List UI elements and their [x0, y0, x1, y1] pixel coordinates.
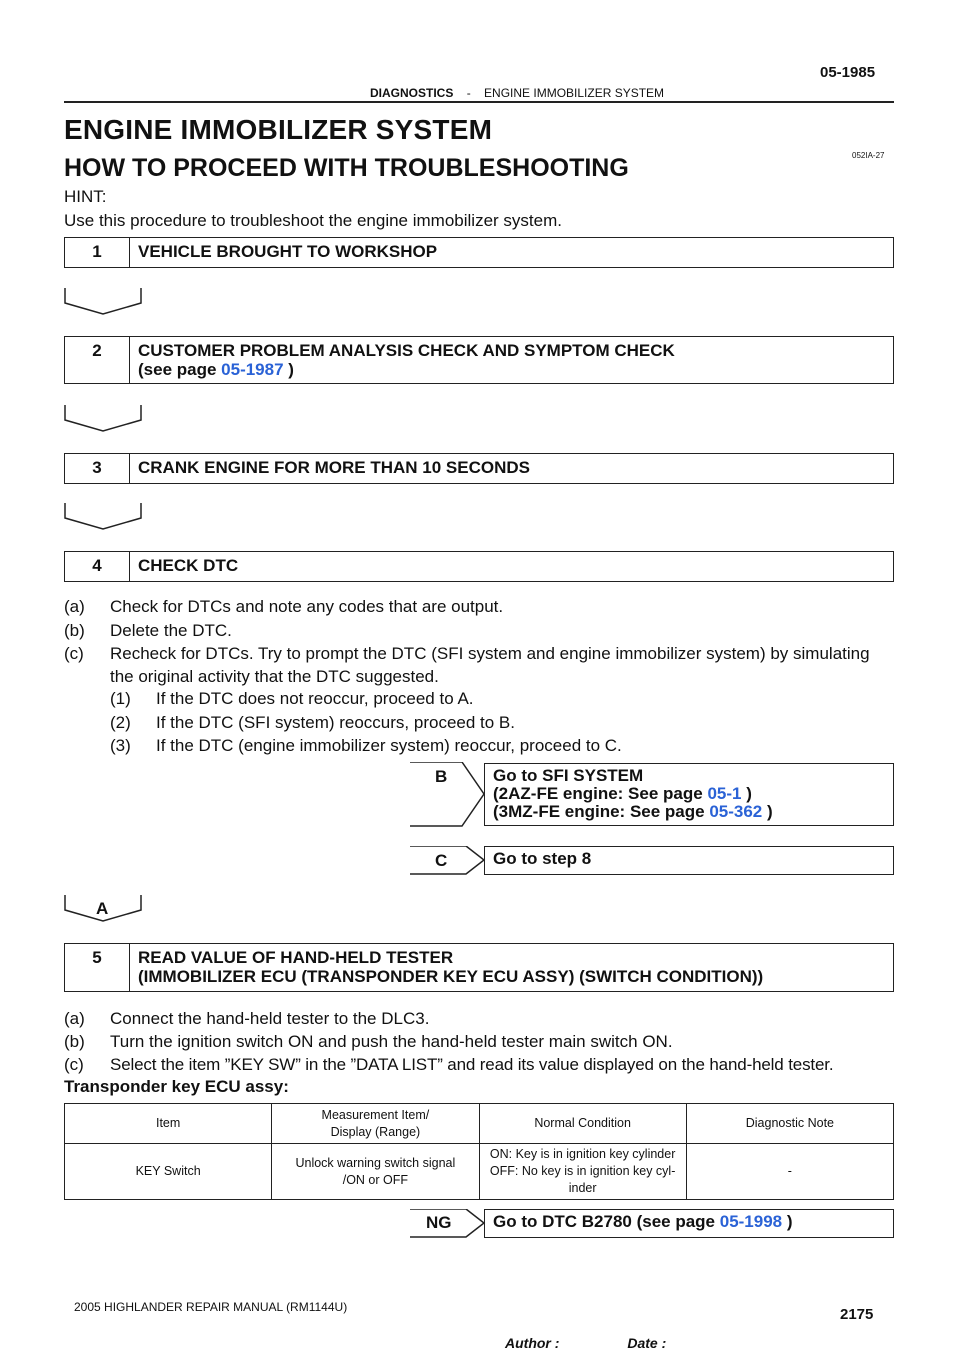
list-text: If the DTC (engine immobilizer system) reoccur, proceed to C.	[156, 736, 622, 755]
flow-arrow	[64, 404, 142, 432]
result-b-line2	[493, 785, 893, 803]
cell-item: KEY Switch	[65, 1144, 272, 1200]
page-code: 05-1985	[820, 64, 876, 81]
section-label: DIAGNOSTICS	[370, 86, 454, 100]
col-header: Diagnostic Note	[686, 1104, 893, 1144]
page-link[interactable]: 05-362	[709, 802, 763, 821]
result-c-text: Go to step 8	[493, 849, 592, 868]
section-header	[370, 86, 664, 100]
result-text: )	[782, 1212, 793, 1231]
step-number: 1	[65, 238, 130, 267]
step-2	[64, 336, 894, 384]
step-title	[130, 944, 763, 991]
step-title-sub	[138, 360, 675, 379]
step-title	[130, 337, 675, 383]
list-label: (a)	[64, 1009, 85, 1028]
step-title-line: (IMMOBILIZER ECU (TRANSPONDER KEY ECU ASSY) (SWITCH CONDITION))	[138, 967, 764, 986]
hint-text: Use this procedure to troubleshoot the engine immobilizer system.	[64, 211, 562, 230]
table-row	[65, 1144, 894, 1200]
list-text: If the DTC does not reoccur, proceed to A.	[156, 689, 474, 708]
page-link[interactable]: 05-1998	[719, 1212, 783, 1231]
result-text: (2AZ-FE engine: See page	[493, 784, 708, 803]
col-header: Item	[65, 1104, 272, 1144]
list-label: (2)	[110, 713, 131, 732]
subsection-label: ENGINE IMMOBILIZER SYSTEM	[484, 86, 665, 100]
date-label: Date :	[627, 1335, 667, 1351]
step-title: CRANK ENGINE FOR MORE THAN 10 SECONDS	[138, 458, 530, 477]
cell-line: OFF: No key is in ignition key cyl-	[489, 1164, 676, 1178]
step-number: 5	[65, 944, 130, 991]
cell-line: inder	[568, 1181, 597, 1195]
cell-line: Unlock warning switch signal	[295, 1155, 456, 1170]
step-sub-text: )	[283, 360, 294, 379]
step-number: 2	[65, 337, 130, 383]
section-dash: -	[466, 86, 471, 100]
doc-code: 052IA-27	[852, 151, 885, 160]
result-b-box	[484, 763, 894, 826]
step-1	[64, 237, 894, 268]
page-subtitle: HOW TO PROCEED WITH TROUBLESHOOTING	[64, 154, 629, 182]
step-number: 4	[65, 552, 130, 581]
col-header: Normal Condition	[479, 1104, 686, 1144]
step-number: 3	[65, 454, 130, 483]
author-label: Author :	[505, 1335, 560, 1351]
table-header-row	[65, 1104, 894, 1144]
col-header-line: Display (Range)	[330, 1124, 421, 1139]
footer-manual: 2005 HIGHLANDER REPAIR MANUAL (RM1144U)	[74, 1300, 348, 1314]
result-ng-box	[484, 1209, 894, 1238]
list-label: (a)	[64, 597, 85, 616]
branch-arrow-b	[410, 762, 486, 827]
result-text: )	[741, 784, 752, 803]
list-text: Check for DTCs and note any codes that are output.	[110, 597, 504, 616]
cell-normal	[479, 1144, 686, 1200]
flow-arrow	[64, 287, 142, 315]
cell-line: ON: Key is in ignition key cylinder	[489, 1147, 676, 1161]
result-text: (3MZ-FE engine: See page	[493, 802, 710, 821]
col-header-line: Measurement Item/	[321, 1107, 430, 1122]
table-caption: Transponder key ECU assy:	[64, 1077, 289, 1096]
list-text-cont: the original activity that the DTC suggested.	[110, 667, 439, 686]
result-text: )	[762, 802, 773, 821]
result-text: Go to DTC B2780 (see page	[493, 1212, 720, 1231]
flow-arrow	[64, 502, 142, 530]
page-title: ENGINE IMMOBILIZER SYSTEM	[64, 114, 493, 145]
cell-measurement	[272, 1144, 479, 1200]
branch-label-b: B	[435, 767, 448, 786]
list-label: (1)	[110, 689, 131, 708]
list-text: Connect the hand-held tester to the DLC3.	[110, 1009, 430, 1028]
list-label: (3)	[110, 736, 131, 755]
branch-label-a: A	[96, 899, 109, 918]
step-5	[64, 943, 894, 992]
spec-table	[64, 1103, 894, 1200]
branch-label-c: C	[435, 851, 448, 870]
cell-note: -	[686, 1144, 893, 1200]
branch-label-ng: NG	[426, 1213, 452, 1232]
header-rule	[64, 101, 894, 103]
list-text: Turn the ignition switch ON and push the hand-held tester main switch ON.	[110, 1032, 673, 1051]
list-text: Recheck for DTCs. Try to prompt the DTC (SFI system and engine immobilizer system) by simulating	[110, 644, 870, 663]
step-title-line: CUSTOMER PROBLEM ANALYSIS CHECK AND SYMPTOM CHECK	[138, 341, 675, 360]
list-label: (b)	[64, 621, 85, 640]
result-c-box	[484, 846, 894, 875]
branch-arrow-c	[410, 846, 486, 875]
list-text: Delete the DTC.	[110, 621, 232, 640]
list-label: (b)	[64, 1032, 85, 1051]
col-header	[272, 1104, 479, 1144]
page-link[interactable]: 05-1987	[221, 360, 284, 379]
step-title: VEHICLE BROUGHT TO WORKSHOP	[138, 242, 438, 261]
page-link[interactable]: 05-1	[707, 784, 742, 803]
hint-label: HINT:	[64, 187, 107, 206]
list-text: If the DTC (SFI system) reoccurs, proceed to B.	[156, 713, 515, 732]
page-number: 2175	[840, 1306, 874, 1323]
step-title-line: READ VALUE OF HAND-HELD TESTER	[138, 948, 454, 967]
step-title: CHECK DTC	[138, 556, 239, 575]
result-b-line3	[493, 803, 893, 821]
list-label: (c)	[64, 1055, 84, 1074]
list-text: Select the item ”KEY SW” in the ”DATA LIST” and read its value displayed on the hand-held tester.	[110, 1055, 834, 1074]
step-4	[64, 551, 894, 582]
list-label: (c)	[64, 644, 84, 663]
cell-line: /ON or OFF	[342, 1172, 409, 1187]
author-date	[505, 1335, 666, 1351]
result-b-line1: Go to SFI SYSTEM	[493, 766, 644, 785]
step-sub-text: (see page	[138, 360, 222, 379]
step-3	[64, 453, 894, 484]
